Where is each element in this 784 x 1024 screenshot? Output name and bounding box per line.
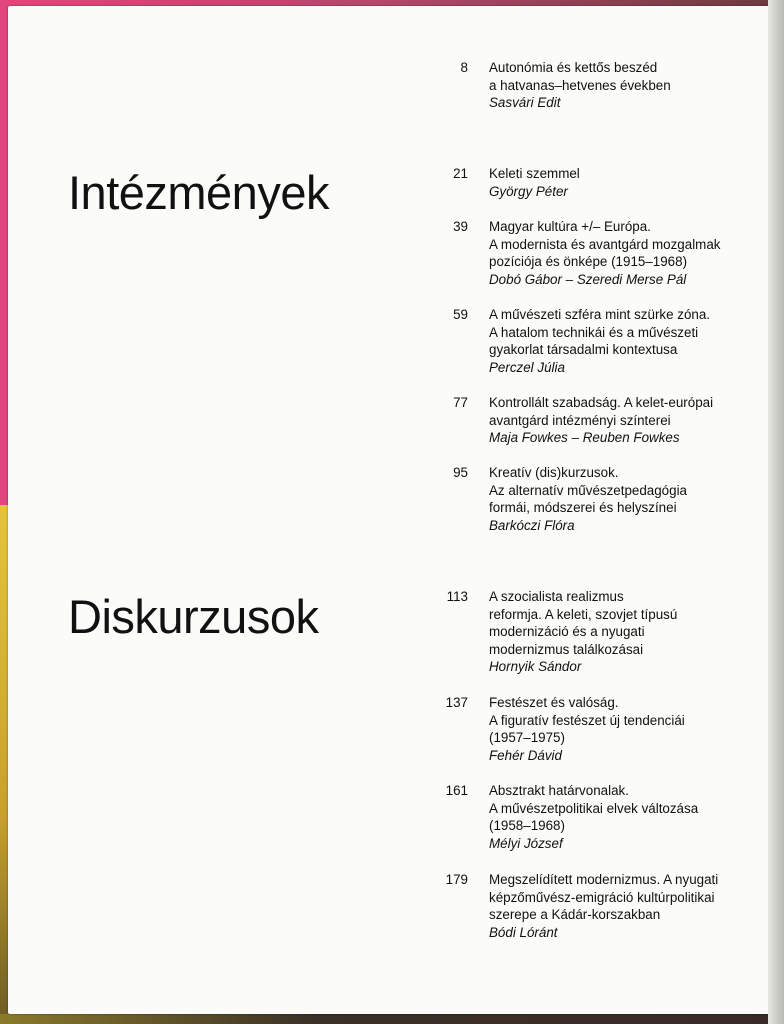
toc-page-number: 39 [453,219,468,234]
toc-title-line: Absztrakt határvonalak. [489,783,629,798]
toc-title-line: formái, módszerei és helyszínei [489,500,677,516]
toc-entry-text [489,588,759,676]
toc-title-line: Megszelídített modernizmus. A nyugati [489,872,719,887]
toc-author: Hornyik Sándor [489,659,582,675]
toc-entry-text [489,782,759,852]
toc-title-line: gyakorlat társadalmi kontextusa [489,342,678,358]
toc-author: Maja Fowkes – Reuben Fowkes [489,430,680,446]
toc-title-line: A figuratív festészet új tendenciái [489,712,685,728]
toc-title-line: szerepe a Kádár-korszakban [489,907,661,923]
toc-title-line: reformja. A keleti, szovjet típusú [489,606,678,622]
toc-title-line: modernizmus találkozásai [489,641,644,657]
toc-title-line: A modernista és avantgárd mozgalmak [489,236,721,252]
toc-title-line: A szocialista realizmus [489,589,624,604]
toc-title-line: Az alternatív művészetpedagógia [489,482,688,498]
toc-title-line: Autonómia és kettős beszéd [489,60,658,75]
toc-title-line: modernizáció és a nyugati [489,624,645,640]
toc-title-line: Kreatív (dis)kurzusok. [489,465,619,480]
toc-entry-text [489,59,759,112]
toc-title-line: Keleti szemmel [489,166,580,181]
toc-author: György Péter [489,183,568,199]
toc-page-number: 161 [445,783,468,798]
toc-entry-text [489,218,759,288]
toc-entry-text [489,394,759,447]
toc-page-number: 95 [453,465,468,480]
toc-author: Bódi Lóránt [489,924,558,940]
toc-title-line: avantgárd intézményi színterei [489,412,671,428]
toc-page-number: 21 [453,166,468,181]
cover-edge-bottom [0,1014,784,1024]
toc-author: Sasvári Edit [489,95,561,111]
toc-page-number: 113 [446,589,468,604]
toc-title-line: a hatvanas–hetvenes években [489,77,671,93]
toc-page-number: 179 [445,872,468,887]
toc-entry-text [489,306,759,376]
toc-page-number: 8 [460,60,468,75]
toc-title-line: Festészet és valóság. [489,695,619,710]
toc-title-line: A hatalom technikái és a művészeti [489,324,699,340]
section-title-intezmenyek: Intézmények [68,166,329,219]
toc-author: Fehér Dávid [489,747,562,763]
toc-title-line: képzőművész-emigráció kultúrpolitikai [489,889,715,905]
toc-title-line: (1958–1968) [489,818,565,834]
toc-page-number: 59 [453,307,468,322]
toc-title-line: Kontrollált szabadság. A kelet-európai [489,395,714,410]
book-page [8,6,770,1014]
toc-entry-text [489,165,759,200]
toc-title-line: A művészetpolitikai elvek változása [489,800,699,816]
toc-page-number: 77 [453,395,468,410]
toc-entry-text [489,464,759,534]
toc-author: Barkóczi Flóra [489,517,575,533]
toc-entry-text [489,871,759,941]
toc-title-line: Magyar kultúra +/– Európa. [489,219,651,234]
section-title-diskurzusok: Diskurzusok [68,590,319,643]
toc-author: Dobó Gábor – Szeredi Merse Pál [489,271,687,287]
toc-page-number: 137 [445,695,468,710]
toc-author: Perczel Júlia [489,359,565,375]
toc-title-line: (1957–1975) [489,730,565,746]
toc-entry-text [489,694,759,764]
book-spine [768,0,784,1024]
toc-title-line: pozíciója és önképe (1915–1968) [489,254,688,270]
toc-author: Mélyi József [489,835,563,851]
toc-title-line: A művészeti szféra mint szürke zóna. [489,307,711,322]
